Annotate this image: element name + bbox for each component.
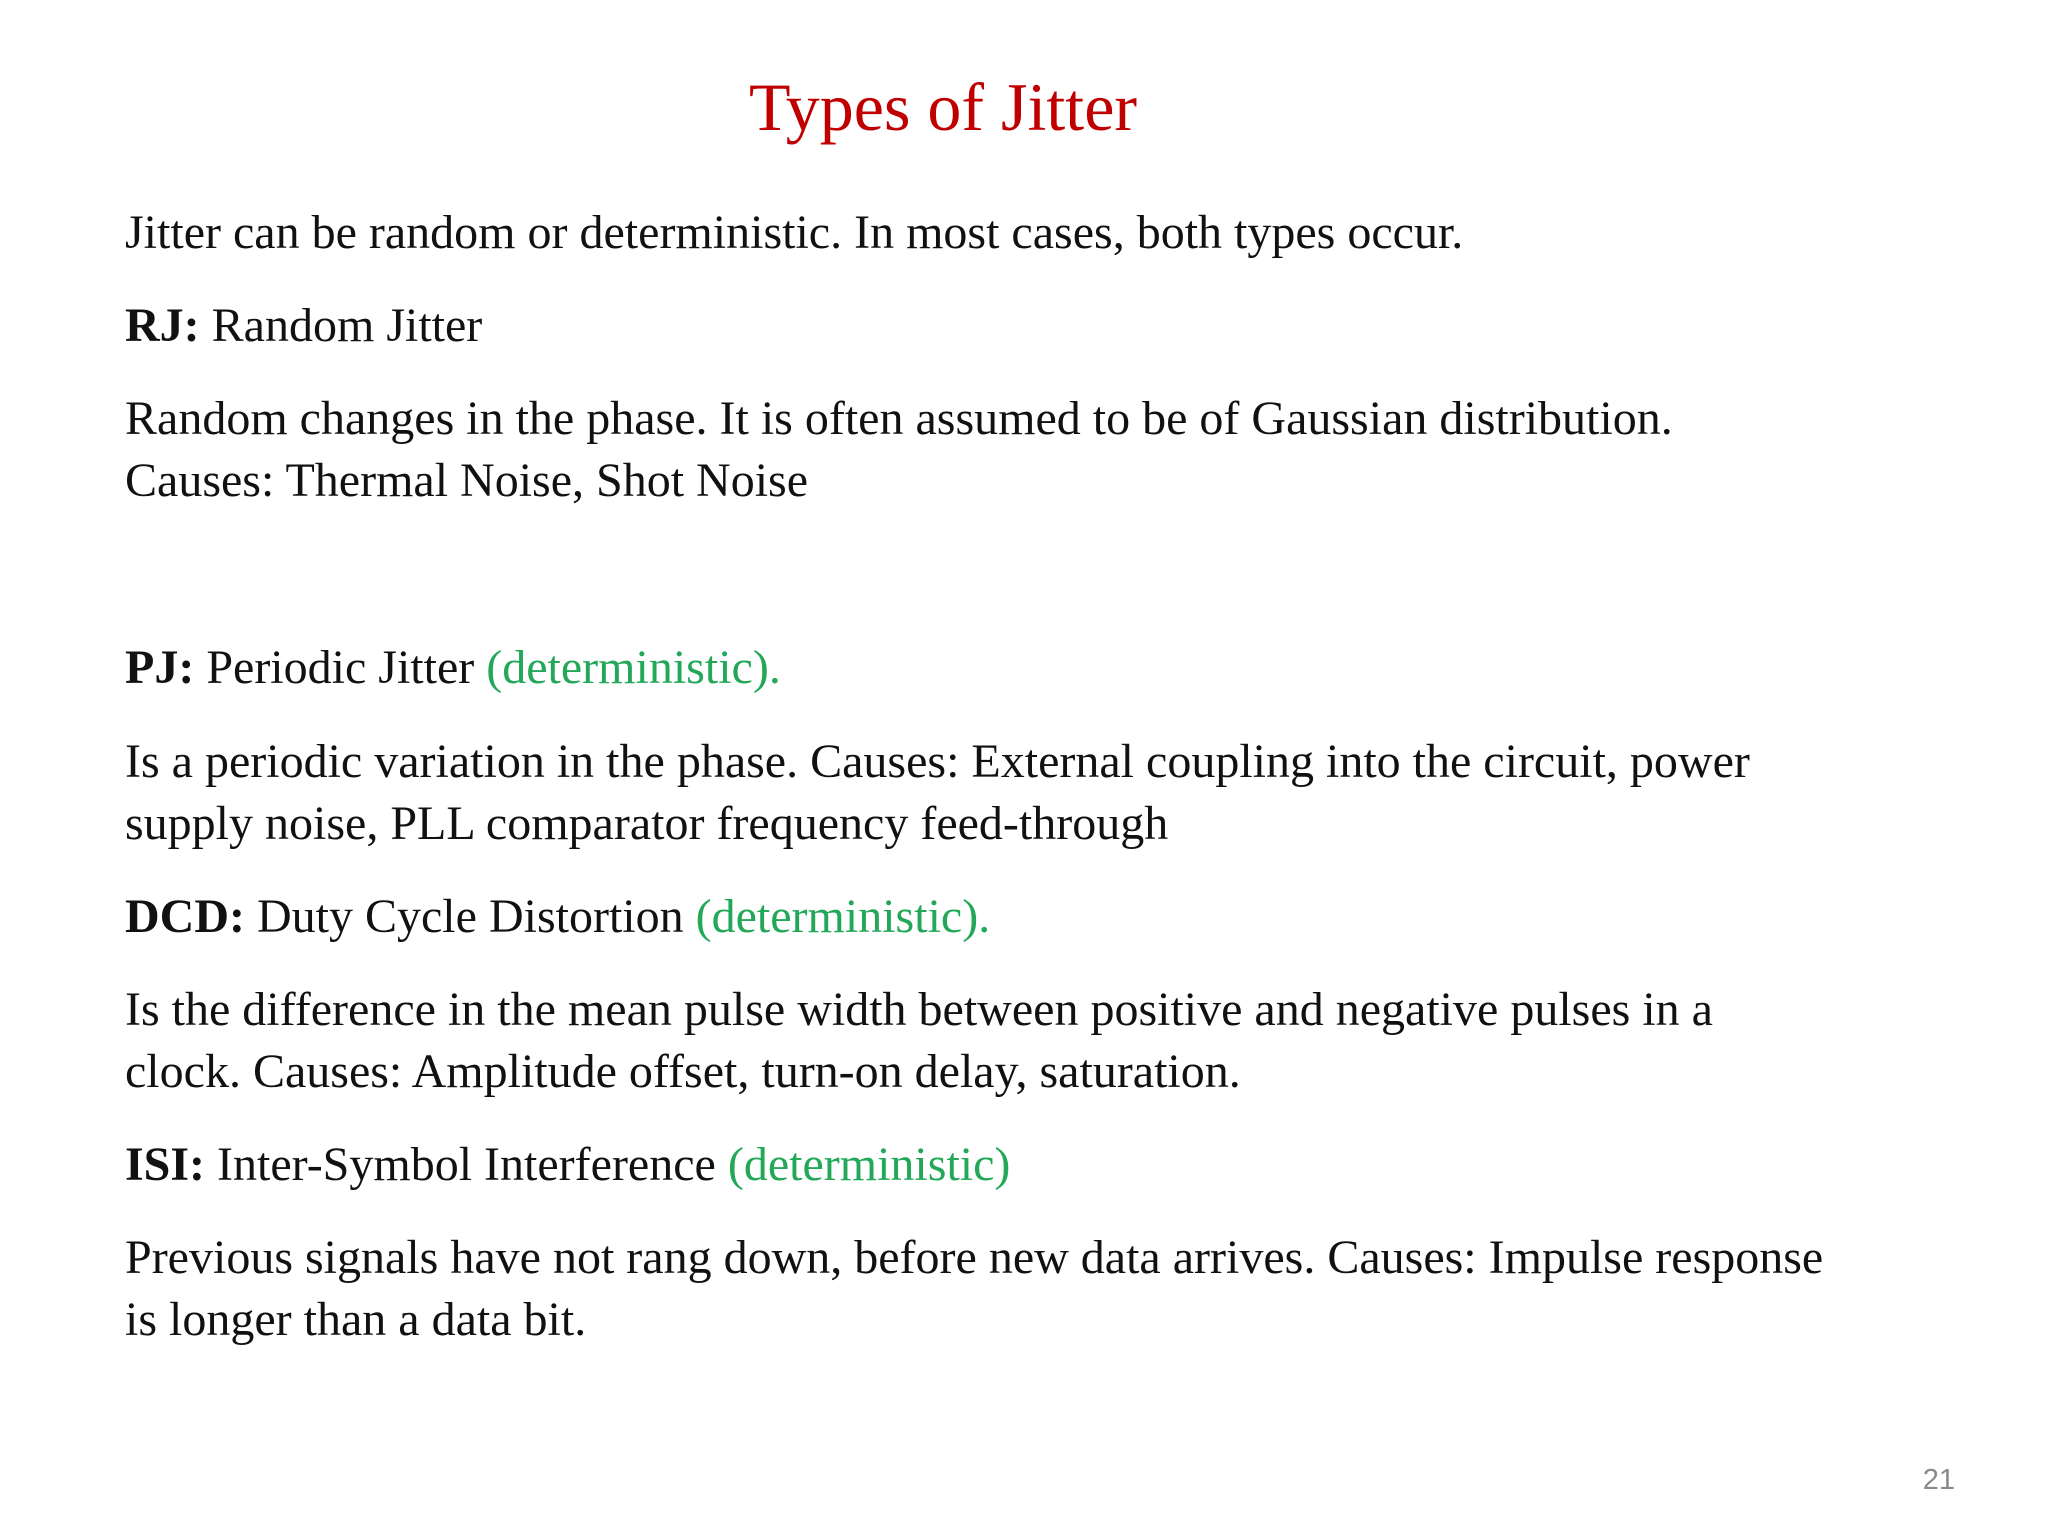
rj-heading [125, 295, 1985, 357]
pj-abbr: PJ: [125, 641, 195, 694]
dcd-description-line-2: clock. Causes: Amplitude offset, turn-on delay, saturation. [125, 1045, 1241, 1098]
dcd-heading [125, 886, 1985, 948]
rj-name: Random Jitter [211, 299, 483, 352]
isi-name: Inter-Symbol Interference [217, 1138, 716, 1191]
dcd-description-line-1: Is the difference in the mean pulse width between positive and negative pulses in a [125, 983, 1713, 1036]
pj-name: Periodic Jitter [206, 641, 475, 694]
dcd-name: Duty Cycle Distortion [256, 890, 684, 943]
dcd-abbr: DCD: [125, 890, 245, 943]
isi-description-line-2: is longer than a data bit. [125, 1293, 587, 1346]
isi-abbr: ISI: [125, 1138, 206, 1191]
slide-title: Types of Jitter [748, 69, 1138, 145]
rj-description-line-2: Causes: Thermal Noise, Shot Noise [125, 454, 809, 507]
isi-description-line-1: Previous signals have not rang down, before new data arrives. Causes: Impulse response [125, 1231, 1824, 1284]
page-number: 21 [1922, 1464, 1955, 1496]
pj-deterministic-tag: (deterministic). [486, 641, 781, 694]
rj-description-line-1: Random changes in the phase. It is often assumed to be of Gaussian distribution. [125, 392, 1673, 445]
pj-description-line-1: Is a periodic variation in the phase. Causes: External coupling into the circuit, power [125, 735, 1750, 788]
pj-description-line-2: supply noise, PLL comparator frequency feed-through [125, 797, 1169, 850]
dcd-deterministic-tag: (deterministic). [695, 890, 991, 943]
isi-deterministic-tag: (deterministic) [727, 1138, 1011, 1191]
pj-heading [125, 637, 1985, 699]
rj-abbr: RJ: [125, 299, 200, 352]
isi-heading [125, 1134, 1985, 1196]
intro-text: Jitter can be random or deterministic. In most cases, both types occur. [125, 206, 1464, 259]
